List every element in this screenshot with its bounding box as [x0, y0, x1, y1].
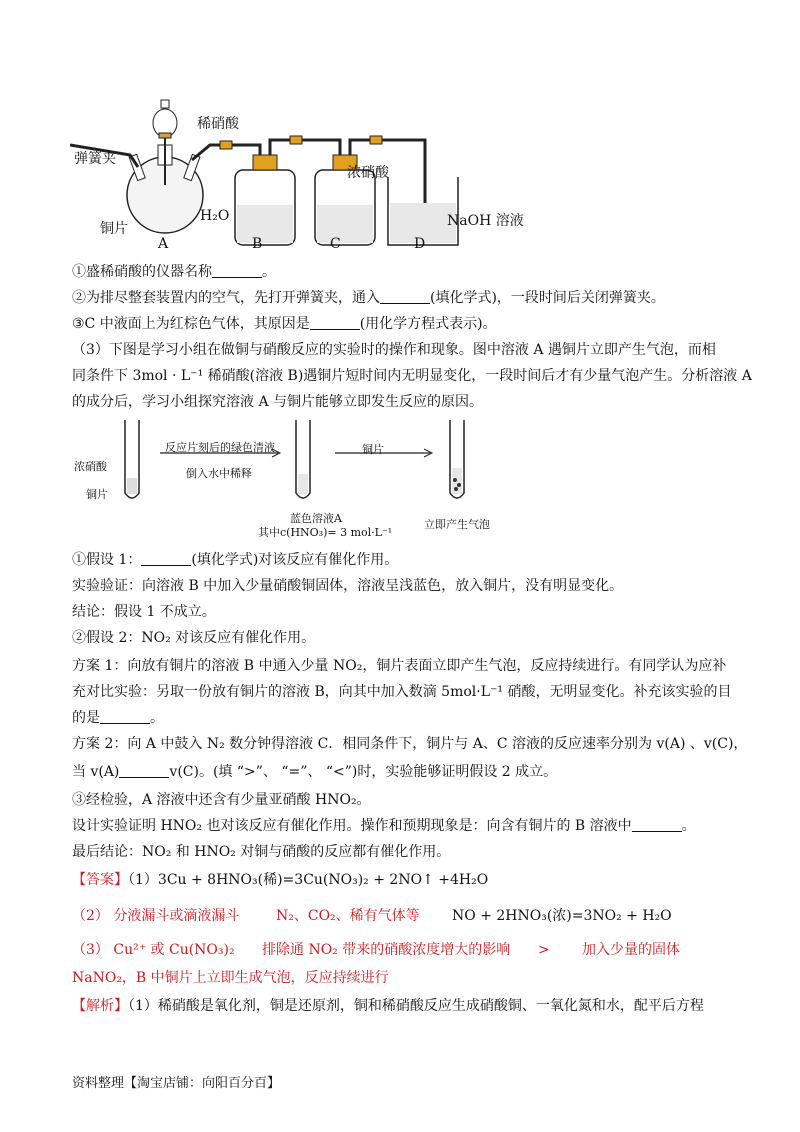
verify-text: 实验验证：向溶液 B 中加入少量硝酸铜固体，溶液呈浅蓝色，放入铜片，没有明显变化。: [72, 578, 624, 594]
question-3-line-2: 同条件下 3mol · L⁻¹ 稀硝酸(溶液 B)遇铜片短时间内无明显变化，一段时间后才有少量气泡产生。分析溶液 A: [72, 368, 752, 384]
test-tube-diagram: [120, 418, 480, 508]
hypothesis-1: ①假设 1： (填化学式)对该反应有催化作用。: [72, 552, 399, 568]
answer-blank: [212, 263, 262, 278]
plan-1-line-1: 方案 1：向放有铜片的溶液 B 中通入少量 NO₂，铜片表面立即产生气泡，反应持续进行。有同学认为应补: [72, 658, 727, 674]
fig2-arrow1-bot: 倒入水中稀释: [186, 467, 252, 480]
fig2-conc: 浓硝酸: [74, 460, 107, 473]
answer-blank: [100, 709, 150, 724]
design-text: 设计实验证明 HNO₂ 也对该反应有催化作用。操作和预期现象是：向含有铜片的 B 溶液中 。: [72, 818, 696, 834]
label-d: D: [414, 236, 426, 252]
question-3-line-3: 的成分后，学习小组探究溶液 A 与铜片能够立即发生反应的原因。: [72, 394, 484, 410]
hypothesis-3: ③经检验，A 溶液中还含有少量亚硝酸 HNO₂。: [72, 792, 371, 808]
question-2-3: ③C 中液面上为红棕色气体，其原因是 (用化学方程式表示)。: [72, 316, 497, 332]
fig2-conc-note: 其中c(HNO₃)= 3 mol·L⁻¹: [258, 526, 393, 539]
label-a: A: [158, 236, 169, 252]
answer-line-3: （3） Cu²⁺ 或 Cu(NO₃)₂ 排除通 NO₂ 带来的硝酸浓度增大的影响 > 加入少量的固体: [72, 942, 680, 958]
answer-line-2: （2） 分液漏斗或滴液漏斗 N₂、CO₂、稀有气体等 NO + 2HNO₃(浓)=3NO₂ + H₂O: [72, 908, 672, 924]
explanation-line-1: 【解析】（1）稀硝酸是氧化剂，铜是还原剂，铜和稀硝酸反应生成硝酸铜、一氧化氮和水，配平后方程: [72, 998, 704, 1014]
label-conc-acid: 浓硝酸: [347, 165, 389, 181]
fig2-arrow2-top: 铜片: [362, 443, 384, 456]
conclusion-1: 结论：假设 1 不成立。: [72, 604, 216, 620]
hypothesis-2: ②假设 2：NO₂ 对该反应有催化作用。: [72, 630, 316, 646]
fig2-arrow1-top: 反应片刻后的绿色清液: [165, 441, 275, 454]
answer-blank: [310, 315, 360, 330]
plan-2-line-2: 当 v(A) v(C)。(填 “>”、 “=”、 “<”)时，实验能够证明假设 2 成立。: [72, 764, 558, 780]
plan-2-line-1: 方案 2：向 A 中鼓入 N₂ 数分钟得溶液 C．相同条件下，铜片与 A、C 溶液的反应速率分别为 v(A) 、v(C)，: [72, 736, 748, 752]
answer-line-4: NaNO₂，B 中铜片上立即生成气泡，反应持续进行: [72, 970, 389, 986]
label-c: C: [330, 236, 341, 252]
footer-text: 资料整理【淘宝店铺：向阳百分百】: [72, 1076, 281, 1091]
answer-blank: [380, 289, 430, 304]
answer-line-1: 【答案】（1）3Cu + 8HNO₃(稀)=3Cu(NO₃)₂ + 2NO↑ +4H₂O: [72, 872, 489, 888]
label-naoh: NaOH 溶液: [447, 213, 524, 229]
label-clamp: 弹簧夹: [74, 151, 116, 167]
final-conclusion: 最后结论：NO₂ 和 HNO₂ 对铜与硝酸的反应都有催化作用。: [72, 844, 451, 860]
label-water: H₂O: [200, 208, 230, 224]
label-copper: 铜片: [100, 221, 128, 237]
label-b: B: [252, 236, 263, 252]
question-3-line-1: （3）下图是学习小组在做铜与硝酸反应的实验时的操作和现象。图中溶液 A 遇铜片立即产生气泡，而相: [72, 342, 716, 358]
question-2-2: ②为排尽整套装置内的空气，先打开弹簧夹，通入 (填化学式)，一段时间后关闭弹簧夹。: [72, 290, 665, 306]
plan-1-line-3: 的是 。: [72, 710, 164, 726]
answer-blank: [119, 763, 169, 778]
label-dilute-acid: 稀硝酸: [197, 116, 239, 132]
fig2-bubbles: 立即产生气泡: [424, 518, 490, 531]
answer-blank: [141, 551, 191, 566]
plan-1-line-2: 充对比实验：另取一份放有铜片的溶液 B，向其中加入数滴 5mol·L⁻¹ 硝酸，无明显变化。补充该实验的目: [72, 684, 732, 700]
answer-blank: [632, 817, 682, 832]
fig2-blue: 蓝色溶液A: [290, 512, 342, 525]
apparatus-diagram: [70, 95, 550, 255]
fig2-cu: 铜片: [86, 488, 108, 501]
question-2-1: ①盛稀硝酸的仪器名称 。: [72, 264, 276, 280]
